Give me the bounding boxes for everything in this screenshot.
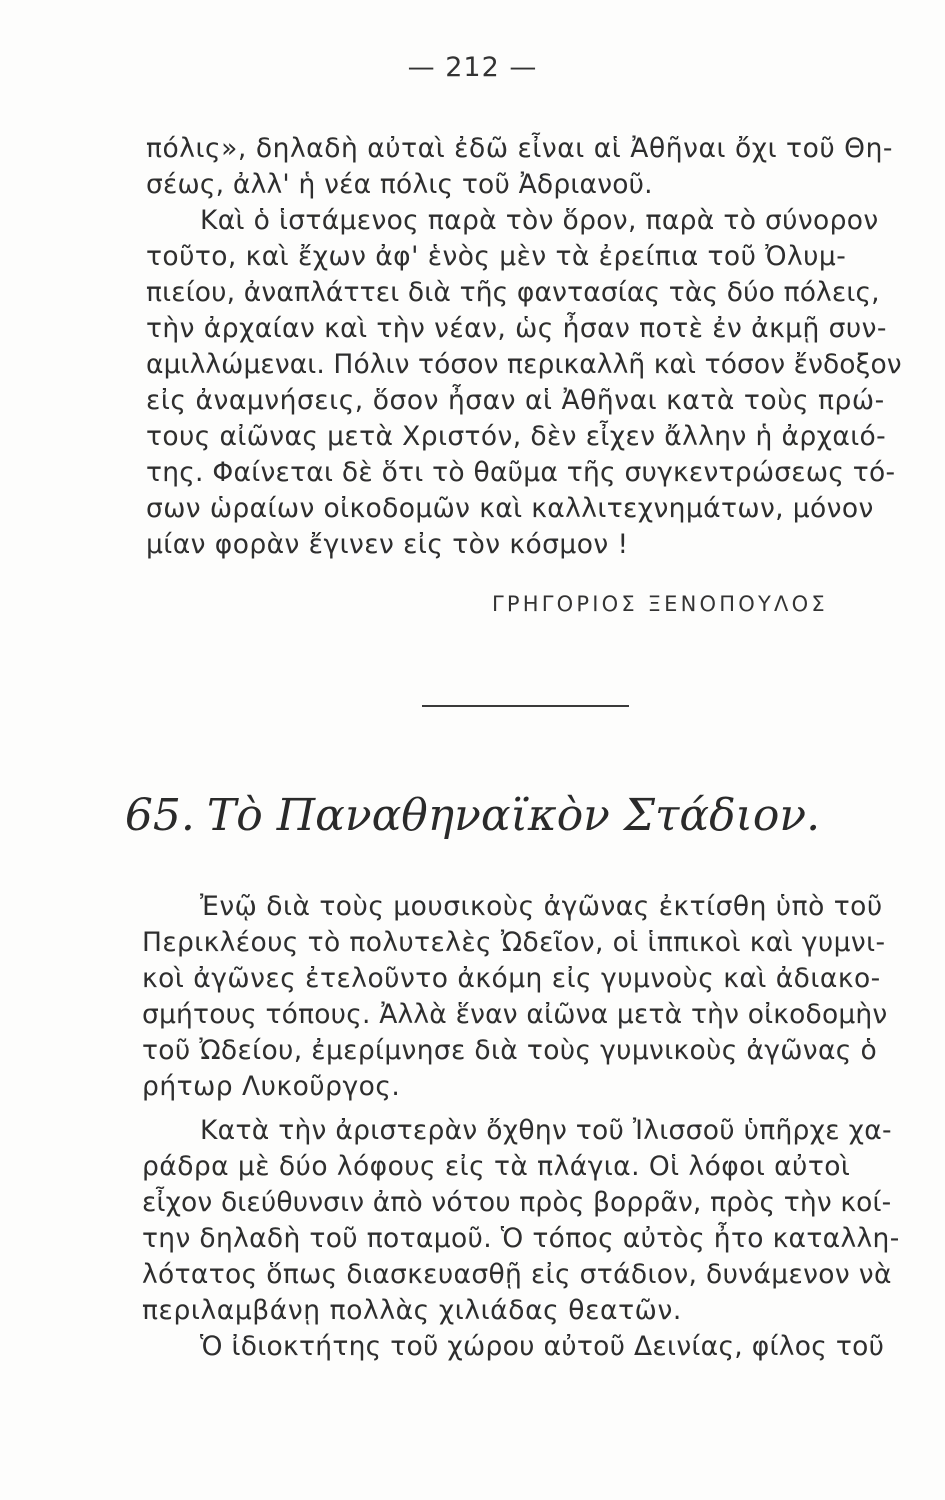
section-heading — [0, 790, 945, 841]
text-line: Κατὰ τὴν ἀριστερὰν ὄχθην τοῦ Ἰλισσοῦ ὑπῆρχε χα- — [200, 1115, 892, 1146]
text-line: πιείου, ἀναπλάττει διὰ τῆς φαντασίας τὰς δύο πόλεις, — [146, 277, 880, 308]
text-line: τὴν ἀρχαίαν καὶ τὴν νέαν, ὡς ἦσαν ποτὲ ἐν ἀκμῇ συν- — [146, 313, 887, 344]
text-line: περιλαμβάνῃ πολλὰς χιλιάδας θεατῶν. — [142, 1295, 682, 1326]
text-line: ρήτωρ Λυκοῦργος. — [142, 1071, 401, 1102]
section-divider — [422, 705, 629, 707]
section-title: Τὸ Παναθηναϊκὸν Στάδιον. — [206, 790, 821, 841]
text-line: τοῦτο, καὶ ἔχων ἀφ' ἑνὸς μὲν τὰ ἐρείπια τοῦ Ὀλυμ- — [146, 241, 847, 272]
text-line: τοῦ Ὠδείου, ἐμερίμνησε διὰ τοὺς γυμνικοὺς ἀγῶνας ὁ — [142, 1035, 878, 1066]
text-line: κοὶ ἀγῶνες ἐτελοῦντο ἀκόμη εἰς γυμνοὺς καὶ ἀδιακο- — [142, 963, 881, 994]
text-line: εἰς ἀναμνήσεις, ὅσον ἦσαν αἱ Ἀθῆναι κατὰ τοὺς πρώ- — [146, 385, 885, 416]
section-number: 65. — [124, 790, 195, 841]
text-line: εἶχον διεύθυνσιν ἀπὸ νότου πρὸς βορρᾶν, πρὸς τὴν κοί- — [142, 1187, 892, 1218]
text-line: αμιλλώμεναι. Πόλιν τόσον περικαλλῆ καὶ τόσον ἔνδοξον — [146, 349, 902, 380]
text-line: ράδρα μὲ δύο λόφους εἰς τὰ πλάγια. Οἱ λόφοι αὐτοὶ — [142, 1151, 851, 1182]
text-line: λότατος ὅπως διασκευασθῇ εἰς στάδιον, δυνάμενον νὰ — [142, 1259, 892, 1290]
text-line: Καὶ ὁ ἱστάμενος παρὰ τὸν ὅρον, παρὰ τὸ σύνορον — [200, 205, 879, 236]
text-line: σων ὡραίων οἰκοδομῶν καὶ καλλιτεχνημάτων, μόνον — [146, 493, 874, 524]
text-line: Ἐνῷ διὰ τοὺς μουσικοὺς ἀγῶνας ἐκτίσθη ὑπὸ τοῦ — [200, 891, 883, 922]
text-line: Ὁ ἰδιοκτήτης τοῦ χώρου αὐτοῦ Δεινίας, φίλος τοῦ — [200, 1331, 885, 1362]
text-line: Περικλέους τὸ πολυτελὲς Ὠδεῖον, οἱ ἱππικοὶ καὶ γυμνι- — [142, 927, 886, 958]
text-line: σέως, ἀλλ' ἡ νέα πόλις τοῦ Ἀδριανοῦ. — [146, 169, 653, 200]
page-number: — 212 — — [407, 52, 538, 83]
text-line: πόλις», δηλαδὴ αὐταὶ ἐδῶ εἶναι αἱ Ἀθῆναι ὄχι τοῦ Θη- — [146, 133, 894, 164]
text-line: της. Φαίνεται δὲ ὅτι τὸ θαῦμα τῆς συγκεντρώσεως τό- — [146, 457, 896, 488]
text-line: την δηλαδὴ τοῦ ποταμοῦ. Ὁ τόπος αὐτὸς ἦτο καταλλη- — [142, 1223, 900, 1254]
text-line: τους αἰῶνας μετὰ Χριστόν, δὲν εἶχεν ἄλλην ἡ ἀρχαιό- — [146, 421, 887, 452]
text-line: μίαν φορὰν ἔγινεν εἰς τὸν κόσμον ! — [146, 529, 629, 560]
author-signature: ΓΡΗΓΟΡΙΟΣ ΞΕΝΟΠΟΥΛΟΣ — [492, 592, 828, 616]
text-line: σμήτους τόπους. Ἀλλὰ ἕναν αἰῶνα μετὰ τὴν οἰκοδομὴν — [142, 999, 888, 1030]
